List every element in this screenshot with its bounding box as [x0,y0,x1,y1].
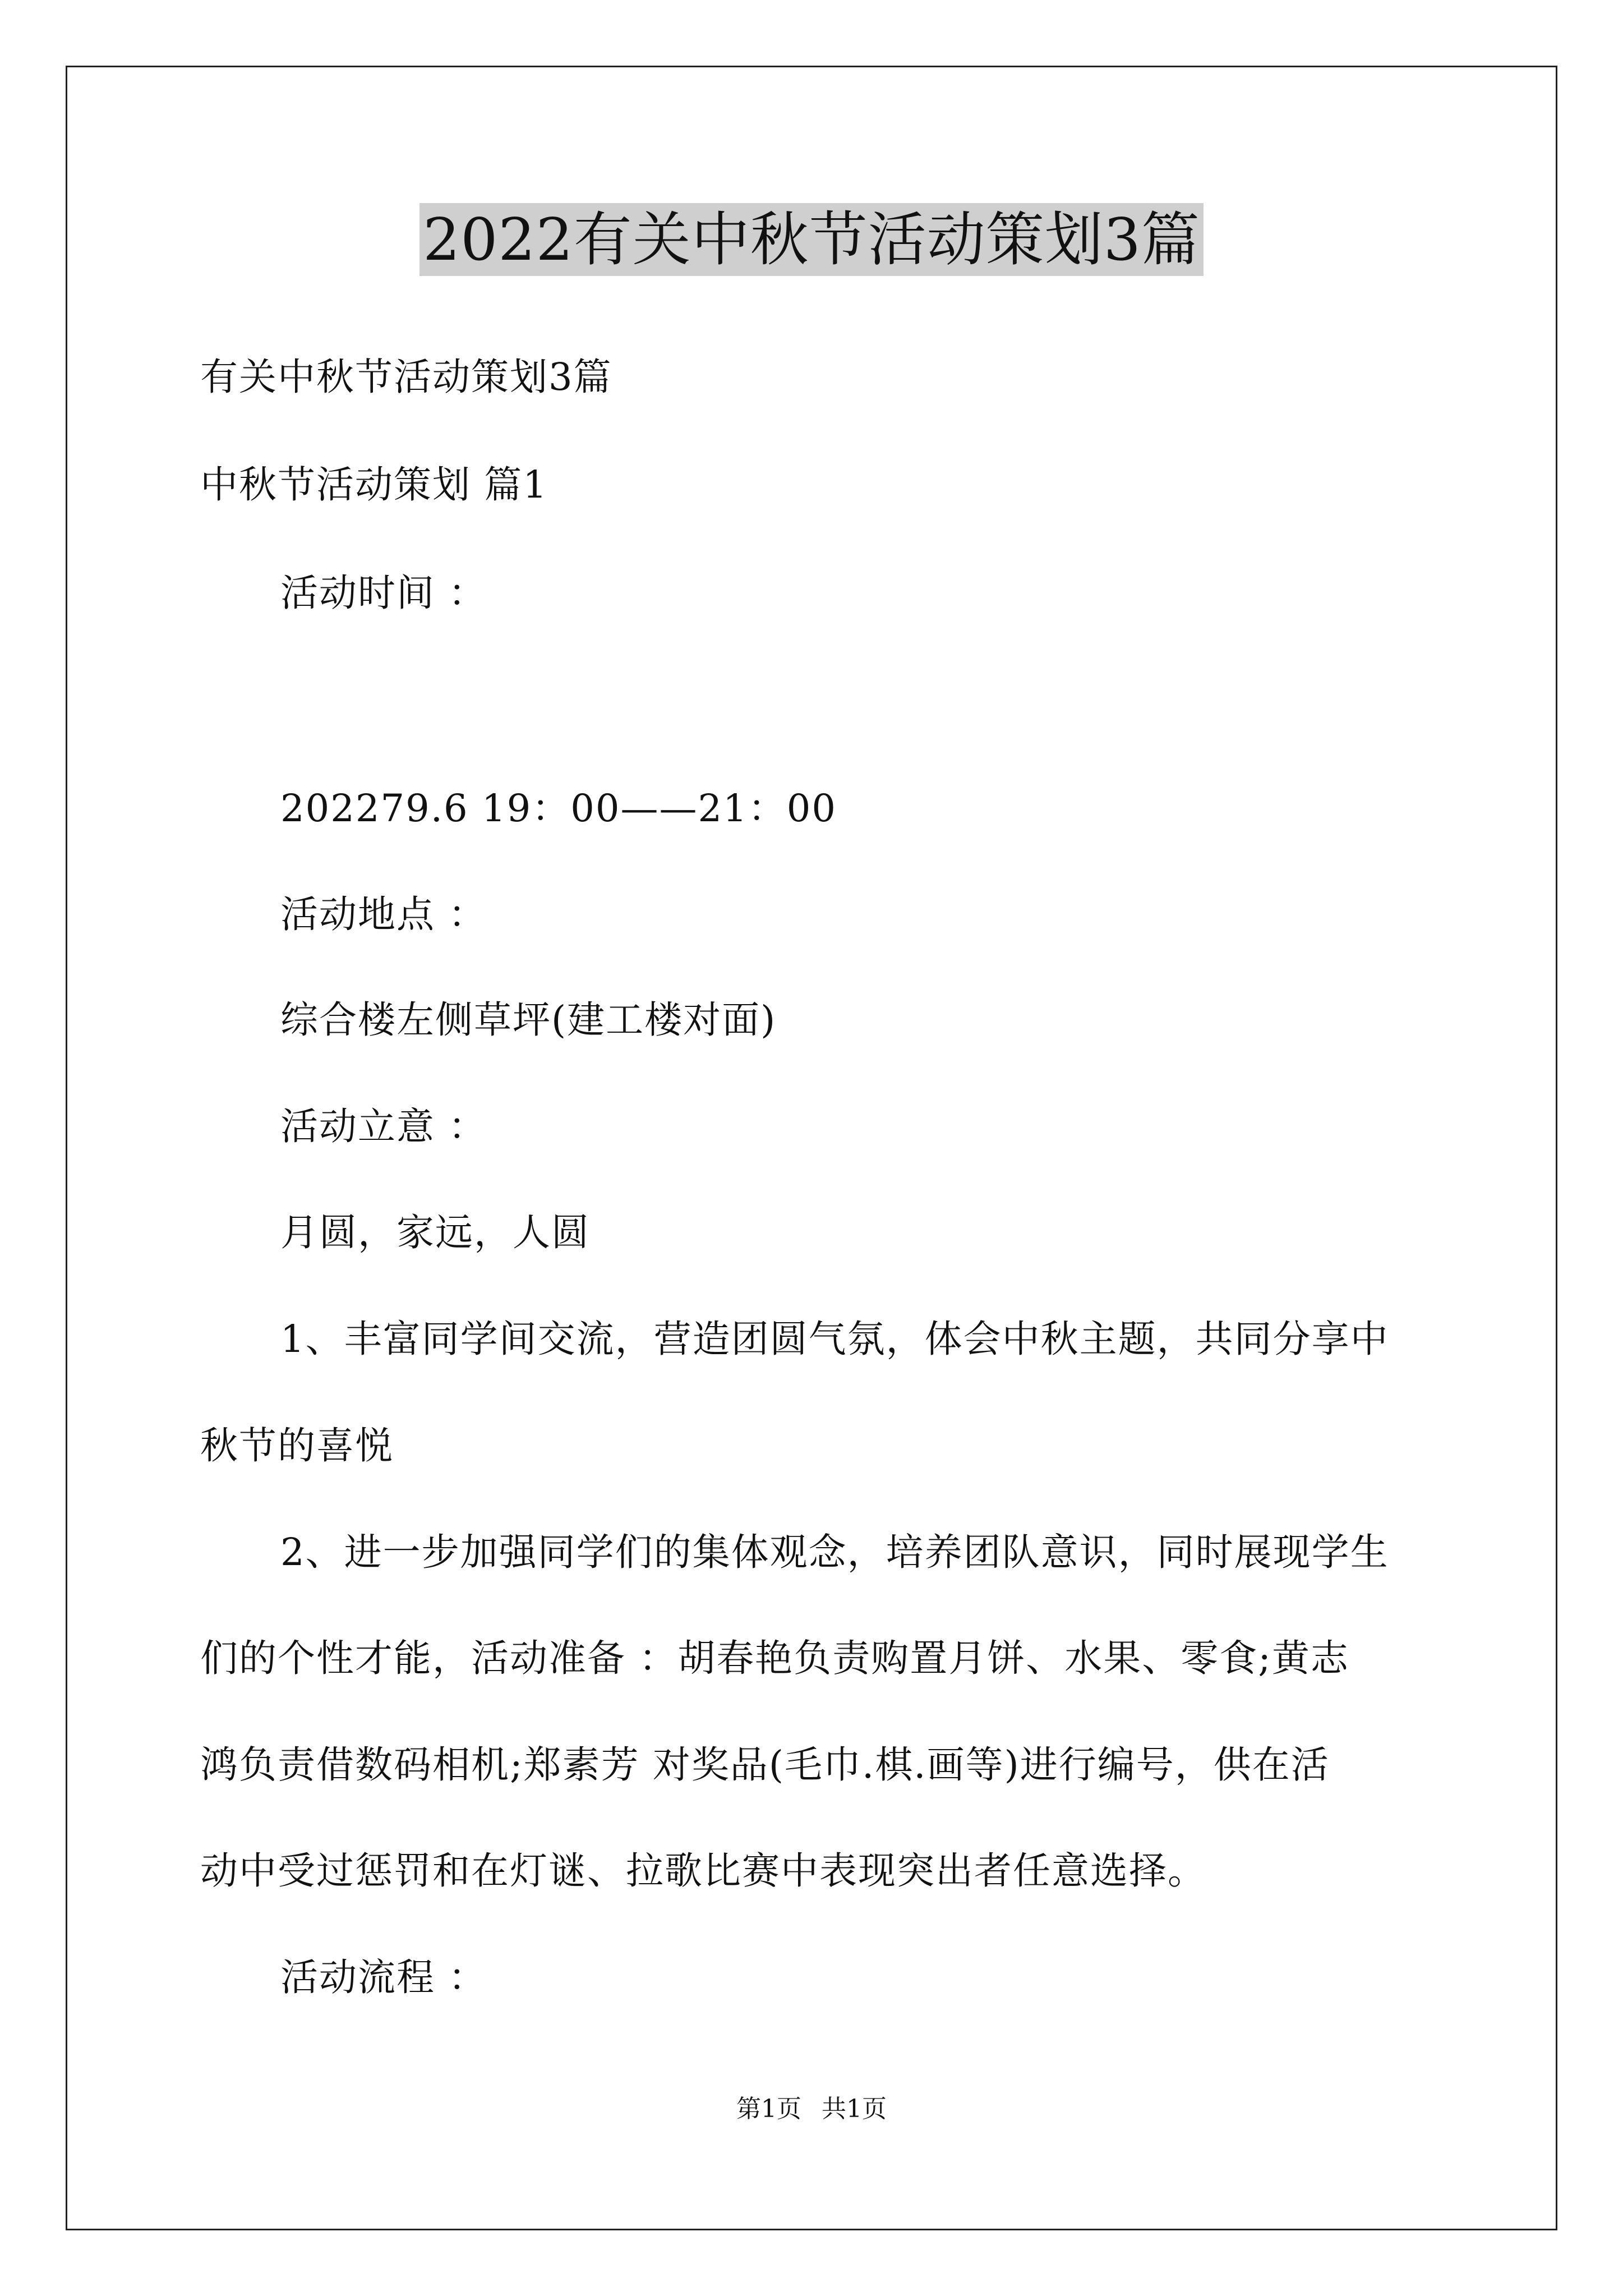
activity-location-label: 活动地点 ： [280,892,487,936]
title-container [0,203,1623,276]
paragraph-line: 1、丰富同学间交流，营造团圆气氛，体会中秋主题，共同分享中 [280,1317,1389,1361]
paragraph-line: 鸿负责借数码相机;郑素芳 对奖品(毛巾.棋.画等)进行编号，供在活 [200,1743,1330,1787]
activity-time-label: 活动时间 ： [280,571,487,615]
activity-purpose-label: 活动立意 ： [280,1105,487,1148]
subtitle-line: 有关中秋节活动策划3篇 [200,355,612,399]
paragraph-line: 2、进一步加强同学们的集体观念，培养团队意识，同时展现学生 [280,1530,1389,1574]
document-title: 2022有关中秋节活动策划3篇 [419,203,1204,276]
section-heading: 中秋节活动策划 篇1 [200,463,548,507]
paragraph-line: 们的个性才能，活动准备 ：胡春艳负责购置月饼、水果、零食;黄志 [200,1636,1349,1680]
activity-purpose-value: 月圆，家远，人圆 [280,1211,590,1254]
activity-time-value: 202279.6 19：00——21：00 [280,786,837,830]
paragraph-line: 秋节的喜悦 [200,1424,394,1467]
page-footer [0,2092,1623,2126]
activity-location-value: 综合楼左侧草坪(建工楼对面) [280,998,777,1042]
paragraph-line: 动中受过惩罚和在灯谜、拉歌比赛中表现突出者任意选择。 [200,1849,1206,1893]
page-number: 第1页 [736,2095,801,2123]
page-total: 共1页 [822,2095,887,2123]
activity-process-label: 活动流程 ： [280,1955,487,1999]
